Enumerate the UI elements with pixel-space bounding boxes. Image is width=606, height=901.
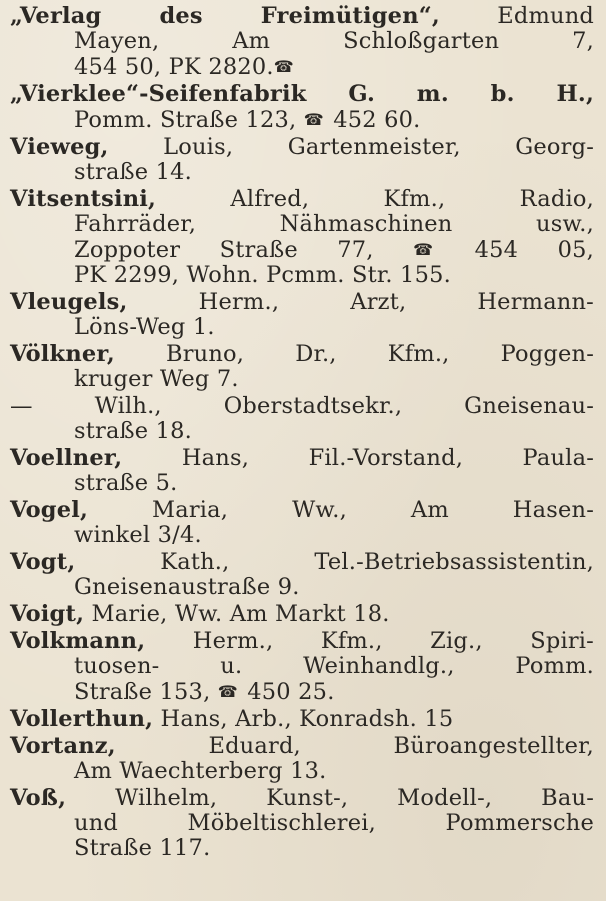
entry-text: Marie, Ww. Am Markt 18.	[84, 601, 390, 627]
entry-first-line	[10, 342, 594, 367]
entry-continuation-line	[10, 212, 594, 237]
entry-text: 450 25.	[239, 679, 335, 705]
entry-name: Vitsentsini,	[10, 186, 157, 212]
entry-continuation-line	[10, 160, 594, 185]
entry-text: Edmund	[439, 3, 594, 29]
directory-entry	[10, 707, 594, 732]
entry-text: 454 50, PK 2820.	[74, 54, 274, 80]
entry-text: tuosen- u. Weinhandlg., Pomm.	[74, 653, 594, 679]
entry-continuation-line	[10, 759, 594, 784]
directory-entry	[10, 4, 594, 80]
entry-continuation-line	[10, 654, 594, 679]
entry-first-line	[10, 135, 594, 160]
entry-first-line	[10, 4, 594, 29]
entry-first-line	[10, 498, 594, 523]
entry-text: Alfred, Kfm., Radio,	[156, 186, 594, 212]
phone-icon: ☎	[303, 110, 324, 129]
entry-continuation-line	[10, 263, 594, 288]
entry-text: Straße 153,	[74, 679, 218, 705]
entry-text: kruger Weg 7.	[74, 366, 239, 392]
entry-name: „Vierklee“-Seifenfabrik G. m. b. H.,	[10, 81, 594, 107]
entry-text: Herm., Arzt, Hermann-	[127, 289, 594, 315]
phone-icon: ☎	[413, 240, 434, 259]
entry-text: 452 60.	[325, 107, 421, 133]
directory-entry	[10, 550, 594, 600]
entry-text: winkel 3/4.	[74, 522, 202, 548]
entry-name: Vogel,	[10, 497, 89, 523]
entry-continuation-line	[10, 471, 594, 496]
entry-continuation-line	[10, 29, 594, 54]
entry-first-line	[10, 602, 594, 627]
entry-text: — Wilh., Oberstadtsekr., Gneisenau-	[10, 393, 594, 419]
directory-entry	[10, 82, 594, 133]
directory-entry	[10, 394, 594, 444]
directory-entry	[10, 135, 594, 185]
entry-name: Voigt,	[10, 601, 85, 627]
entry-text: Zoppoter Straße 77,	[74, 237, 414, 263]
entry-text: Louis, Gartenmeister, Georg-	[108, 134, 594, 160]
entry-name: Vollerthun,	[10, 706, 154, 732]
directory-entry	[10, 498, 594, 548]
entry-text: Wilhelm, Kunst-, Modell-, Bau-	[66, 785, 594, 811]
entry-name: „Verlag des Freimütigen“,	[10, 3, 440, 29]
entry-text: Kath., Tel.-Betriebsassistentin,	[75, 549, 594, 575]
phone-icon: ☎	[273, 57, 294, 76]
entry-text: Am Waechterberg 13.	[74, 758, 327, 784]
entry-text: Mayen, Am Schloßgarten 7,	[74, 28, 594, 54]
entry-continuation-line	[10, 54, 594, 80]
entry-text: Pomm. Straße 123,	[74, 107, 304, 133]
entry-name: Voß,	[10, 785, 67, 811]
entry-text: 454 05,	[435, 237, 594, 263]
entry-text: Gneisenaustraße 9.	[74, 574, 300, 600]
entry-continuation-line	[10, 523, 594, 548]
entry-text: straße 14.	[74, 159, 193, 185]
entry-text: Straße 117.	[74, 835, 211, 861]
directory-entry	[10, 290, 594, 340]
entry-first-line	[10, 734, 594, 759]
entry-first-line	[10, 629, 594, 654]
entry-continuation-line	[10, 679, 594, 705]
entry-continuation-line	[10, 107, 594, 133]
entry-first-line	[10, 786, 594, 811]
entry-name: Vleugels,	[10, 289, 128, 315]
entry-name: Vortanz,	[10, 733, 116, 759]
directory-entry	[10, 446, 594, 496]
entry-continuation-line	[10, 367, 594, 392]
phone-icon: ☎	[217, 682, 238, 701]
directory-entry	[10, 342, 594, 392]
directory-entry	[10, 629, 594, 705]
entry-first-line	[10, 446, 594, 471]
entry-first-line	[10, 82, 594, 107]
entry-continuation-line	[10, 836, 594, 861]
entry-continuation-line	[10, 419, 594, 444]
entry-continuation-line	[10, 575, 594, 600]
entry-first-line	[10, 394, 594, 419]
entry-text: straße 5.	[74, 470, 178, 496]
entry-name: Vogt,	[10, 549, 76, 575]
entry-name: Völkner,	[10, 341, 115, 367]
entry-text: Fahrräder, Nähmaschinen usw.,	[74, 211, 594, 237]
entry-text: Maria, Ww., Am Hasen-	[88, 497, 594, 523]
entry-first-line	[10, 550, 594, 575]
entry-text: Hans, Arb., Konradsh. 15	[153, 706, 454, 732]
entry-text: Hans, Fil.-Vorstand, Paula-	[122, 445, 594, 471]
entry-text: Löns-Weg 1.	[74, 314, 215, 340]
entry-name: Voellner,	[10, 445, 123, 471]
entry-text: und Möbeltischlerei, Pommersche	[74, 810, 594, 836]
entry-name: Volkmann,	[10, 628, 146, 654]
directory-entry	[10, 602, 594, 627]
entry-continuation-line	[10, 315, 594, 340]
entry-text: PK 2299, Wohn. Pcmm. Str. 155.	[74, 262, 451, 288]
entry-text: Eduard, Büroangestellter,	[115, 733, 594, 759]
entry-first-line	[10, 290, 594, 315]
entry-text: Herm., Kfm., Zig., Spiri-	[145, 628, 594, 654]
directory-entry	[10, 734, 594, 784]
entry-text: Bruno, Dr., Kfm., Poggen-	[114, 341, 594, 367]
directory-entry	[10, 786, 594, 861]
entry-first-line	[10, 707, 594, 732]
entry-continuation-line	[10, 811, 594, 836]
entry-first-line	[10, 187, 594, 212]
entry-name: Vieweg,	[10, 134, 109, 160]
directory-entry	[10, 187, 594, 288]
entry-continuation-line	[10, 237, 594, 263]
entry-text: straße 18.	[74, 418, 193, 444]
